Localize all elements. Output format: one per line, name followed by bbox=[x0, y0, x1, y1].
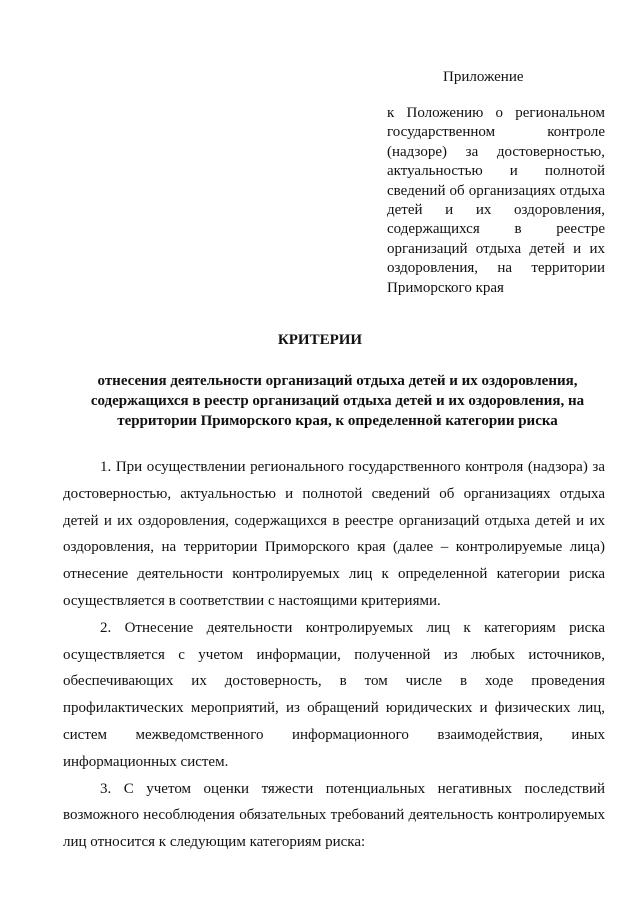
appendix-reference: к Положению о региональном государственном контроле (надзоре) за достоверностью, актуальностью и полнотой сведений об организациях отдыха детей и их оздоровления, содержащихся в реестре организаций отдыха детей и их оздоровления, на территории Приморского края bbox=[387, 105, 605, 296]
document-subtitle: отнесения деятельности организаций отдыха детей и их оздоровления, содержащихся в реестр организаций отдыха детей и их оздоровления, на территории Приморского края, к определенной категории риска bbox=[90, 373, 585, 429]
document-title: КРИТЕРИИ bbox=[277, 332, 363, 348]
document-body bbox=[63, 454, 605, 856]
paragraph-2: 2. Отнесение деятельности контролируемых лиц к категориям риска осуществляется с учетом информации, полученной из любых источников, обеспечивающих их достоверность, в том числе в ходе проведения профилактических мероприятий, из обращений юридических и физических лиц, систем межведомственного информационного взаимодействия, иных информационных систем. bbox=[63, 619, 605, 770]
paragraph-3: 3. С учетом оценки тяжести потенциальных негативных последствий возможного несоблюдения обязательных требований деятельность контролируемых лиц относится к следующим категориям риска: bbox=[63, 780, 605, 851]
paragraph-1: 1. При осуществлении регионального государственного контроля (надзора) за достоверностью, актуальностью и полнотой сведений об организациях отдыха детей и их оздоровления, содержащихся в реестре организаций отдыха детей и их оздоровления, на территории Приморского края (далее – контролируемые лица) отнесение деятельности контролируемых лиц к определенной категории риска осуществляется в соответствии с настоящими критериями. bbox=[63, 459, 605, 609]
appendix-label: Приложение bbox=[443, 69, 524, 85]
